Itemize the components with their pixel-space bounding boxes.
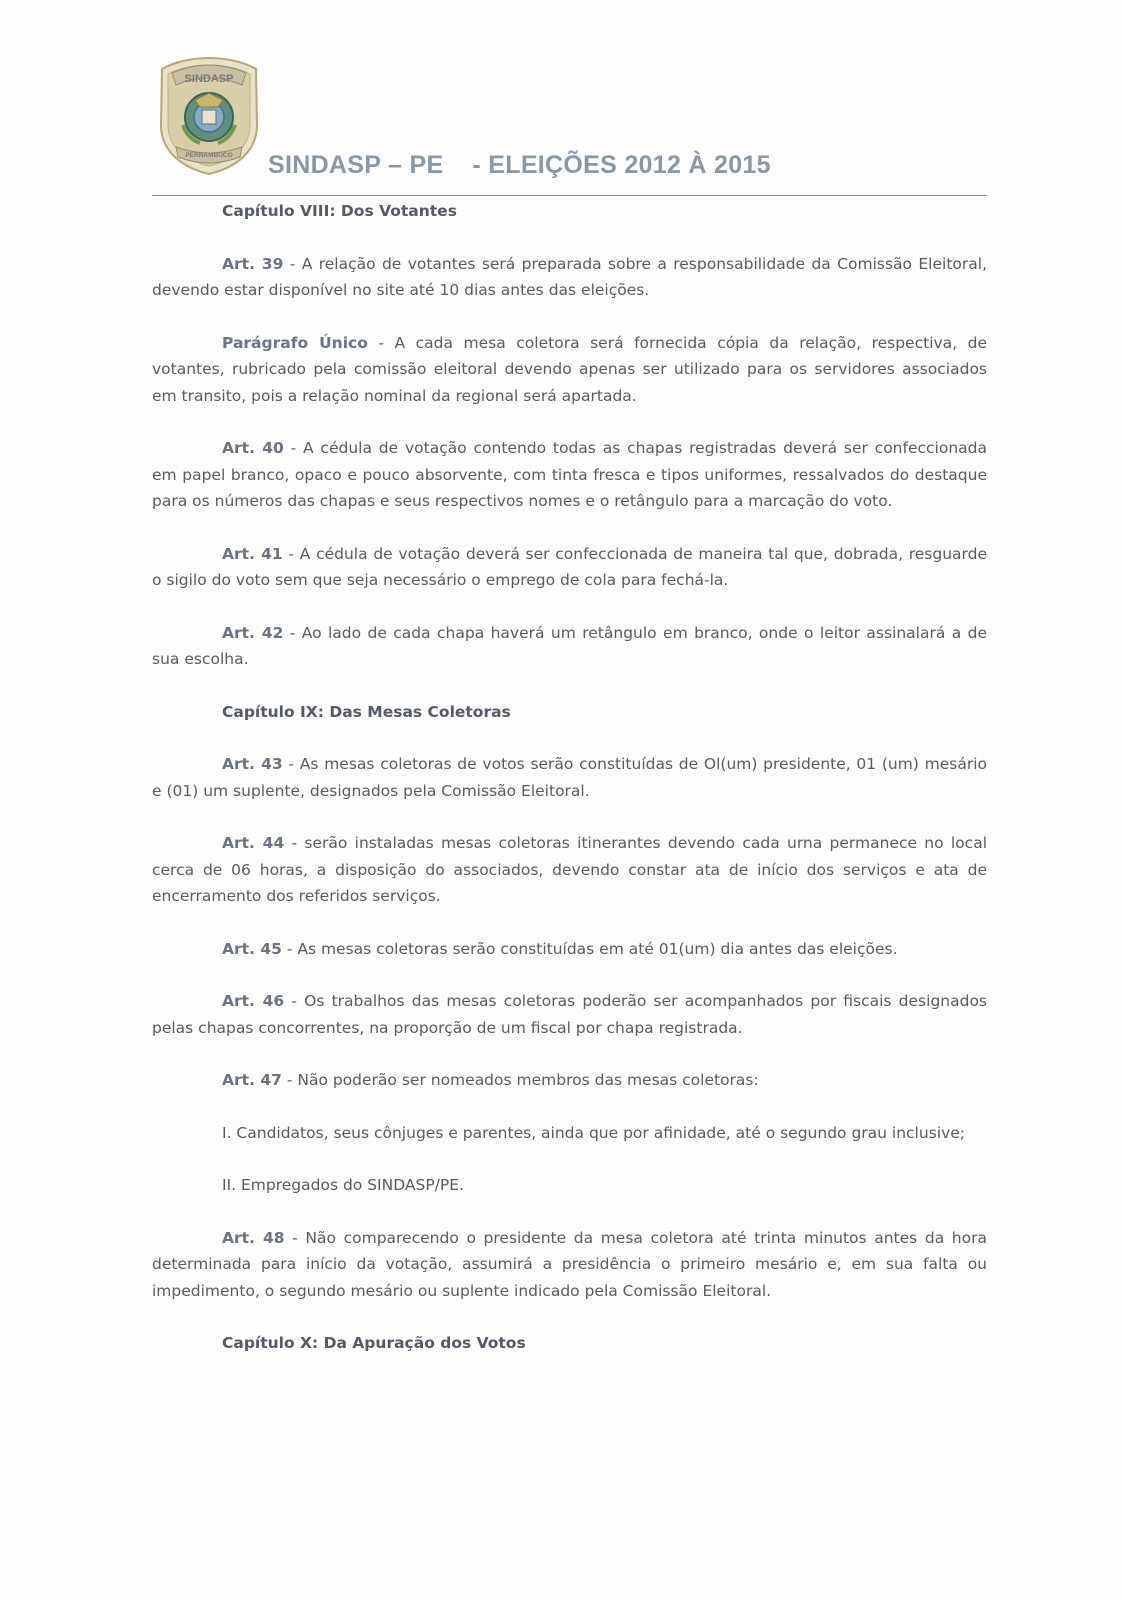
article-label: Parágrafo Único bbox=[222, 333, 368, 352]
article-paragraph bbox=[152, 330, 987, 410]
paragraph-spacer bbox=[152, 673, 987, 699]
article-label: Art. 45 bbox=[222, 939, 282, 958]
chapter-heading: Capítulo VIII: Dos Votantes bbox=[222, 202, 457, 220]
article-label: Art. 41 bbox=[222, 544, 283, 563]
paragraph-spacer bbox=[152, 304, 987, 330]
article-paragraph bbox=[152, 1225, 987, 1305]
paragraph-spacer bbox=[152, 725, 987, 751]
paragraph-spacer bbox=[152, 1146, 987, 1172]
article-label: Art. 40 bbox=[222, 439, 284, 457]
article-paragraph bbox=[152, 1172, 987, 1199]
paragraph-spacer bbox=[152, 1304, 987, 1330]
paragraph-spacer bbox=[152, 225, 987, 251]
article-label: Art. 43 bbox=[222, 755, 283, 773]
article-label: Art. 48 bbox=[222, 1228, 285, 1247]
chapter-heading: Capítulo IX: Das Mesas Coletoras bbox=[222, 702, 511, 721]
article-label: Art. 47 bbox=[222, 1071, 282, 1089]
article-paragraph bbox=[152, 1120, 987, 1147]
article-text: - A cédula de votação deverá ser confeccionada de maneira tal que, dobrada, resguarde o sigilo do voto sem que seja necessário o emprego de cola para fechá-la. bbox=[152, 544, 988, 589]
paragraph-spacer bbox=[152, 962, 987, 988]
paragraph-spacer bbox=[152, 910, 987, 936]
svg-text:PERNAMBUCO: PERNAMBUCO bbox=[185, 152, 233, 159]
article-text: - Os trabalhos das mesas coletoras poderão ser acompanhados por fiscais designados pelas chapas concorrentes, na proporção de um fiscal por chapa registrada. bbox=[152, 992, 988, 1037]
page-header bbox=[152, 55, 987, 200]
article-text: - Não poderão ser nomeados membros das mesas coletoras: bbox=[281, 1071, 759, 1089]
header-divider bbox=[152, 195, 987, 196]
article-label: Art. 39 bbox=[222, 254, 284, 273]
sindasp-badge-logo bbox=[158, 55, 260, 177]
chapter-heading: Capítulo X: Da Apuração dos Votos bbox=[222, 1334, 526, 1352]
article-text: - A relação de votantes será preparada sobre a responsabilidade da Comissão Eleitoral, devendo estar disponível no site até 10 dias antes das eleições. bbox=[152, 254, 987, 299]
article-text: - Ao lado de cada chapa haverá um retângulo em branco, onde o leitor assinalará a de sua escolha. bbox=[152, 623, 987, 668]
article-paragraph bbox=[152, 620, 987, 673]
paragraph-spacer bbox=[152, 804, 987, 830]
article-text: - As mesas coletoras de votos serão constituídas de Ol(um) presidente, 01 (um) mesário e (01) um suplente, designados pela Comissão Eleitoral. bbox=[152, 755, 988, 800]
article-label: Art. 44 bbox=[222, 834, 285, 852]
article-paragraph bbox=[152, 936, 987, 963]
article-label: Art. 42 bbox=[222, 623, 284, 642]
svg-text:SINDASP: SINDASP bbox=[184, 73, 234, 85]
article-label: Art. 46 bbox=[222, 992, 285, 1010]
article-paragraph bbox=[152, 435, 987, 515]
article-text: II. Empregados do SINDASP/PE. bbox=[222, 1176, 464, 1194]
document-body bbox=[152, 198, 987, 1357]
article-text: - Não comparecendo o presidente da mesa coletora até trinta minutos antes da hora determinada para início da votação, assumirá a presidência o primeiro mesário e, em sua falta ou impedimento, o segundo mesário ou suplente indicado pela Comissão Eleitoral. bbox=[152, 1228, 987, 1300]
article-text: I. Candidatos, seus cônjuges e parentes, ainda que por afinidade, até o segundo grau inclusive; bbox=[222, 1123, 966, 1142]
article-paragraph bbox=[152, 251, 987, 304]
article-text: - A cada mesa coletora será fornecida cópia da relação, respectiva, de votantes, rubricado pela comissão eleitoral devendo apenas ser utilizado para os servidores associados em transito, pois a relação nominal da regional será apartada. bbox=[152, 333, 988, 405]
paragraph-spacer bbox=[152, 409, 987, 435]
paragraph-spacer bbox=[152, 1041, 987, 1067]
article-paragraph bbox=[152, 1067, 987, 1094]
article-text: - serão instaladas mesas coletoras itinerantes devendo cada urna permanece no local cerca de 06 horas, a disposição do associados, devendo constar ata de início dos serviços e ata de encerramento dos referidos serviços. bbox=[152, 834, 988, 905]
article-text: - As mesas coletoras serão constituídas em até 01(um) dia antes das eleições. bbox=[281, 939, 898, 958]
article-paragraph bbox=[152, 541, 987, 594]
article-paragraph bbox=[152, 830, 987, 910]
paragraph-spacer bbox=[152, 1199, 987, 1225]
article-paragraph bbox=[152, 751, 987, 804]
header-title: SINDASP – PE - ELEIÇÕES 2012 À 2015 bbox=[268, 151, 771, 179]
paragraph-spacer bbox=[152, 515, 987, 541]
paragraph-spacer bbox=[152, 1094, 987, 1120]
paragraph-spacer bbox=[152, 594, 987, 620]
article-text: - A cédula de votação contendo todas as chapas registradas deverá ser confeccionada em papel branco, opaco e pouco absorvente, com tinta fresca e tipos uniformes, ressalvados do destaque para os números das chapas e seus respectivos nomes e o retângulo para a marcação do voto. bbox=[152, 439, 987, 510]
article-paragraph bbox=[152, 988, 987, 1041]
